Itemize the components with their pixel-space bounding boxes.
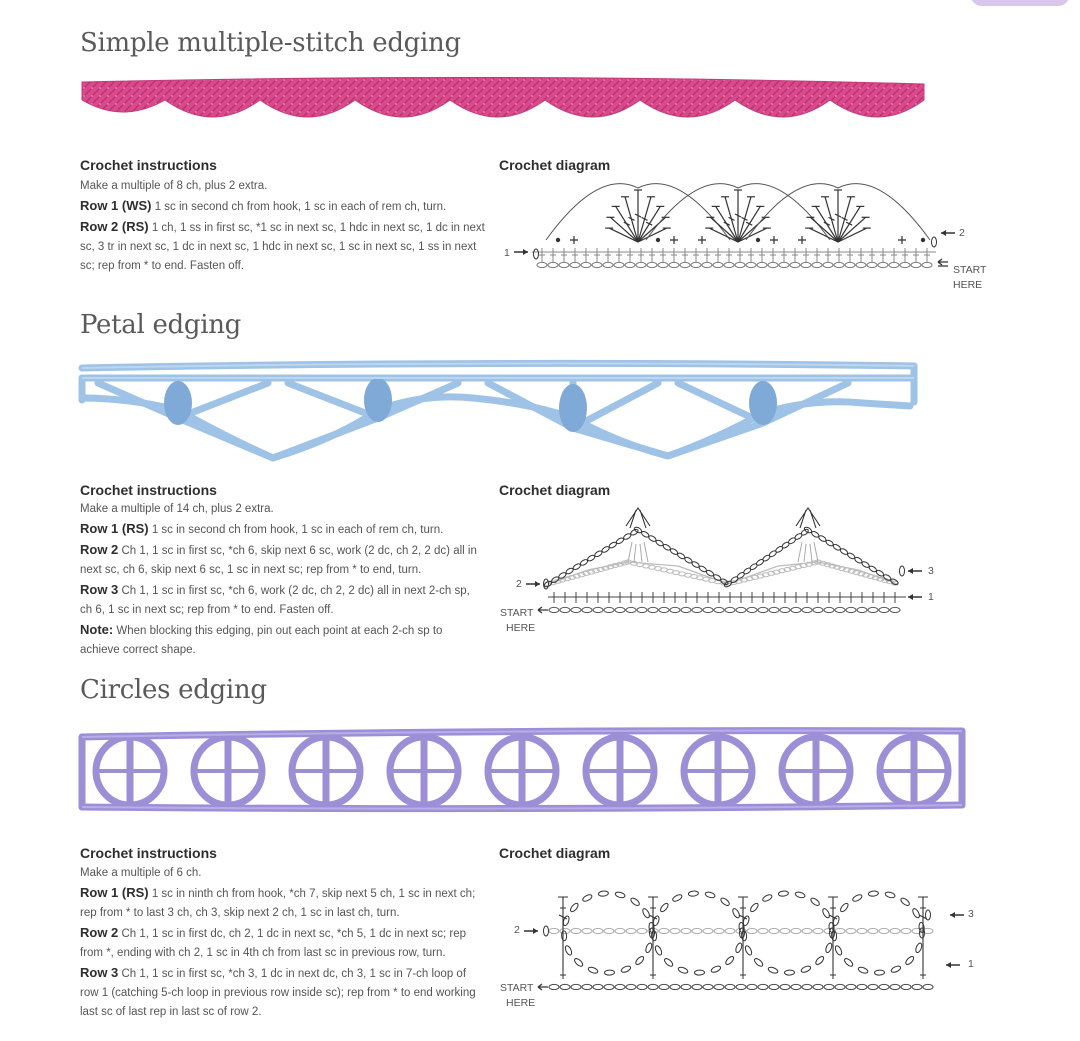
crochet-diagram [498, 178, 998, 296]
row-line [80, 540, 485, 580]
row-text: 1 sc in ninth ch from hook, *ch 7, skip next 5 ch, 1 sc in next ch; rep from * to last 3 ch, ch 3, skip next 2 ch, 1 sc in last ch, turn. [80, 888, 476, 919]
start-here-icon [538, 984, 548, 990]
row-label: Row 1 (RS) [80, 885, 149, 900]
start-label: START [500, 982, 534, 994]
row-line [80, 196, 485, 217]
section-circles-edging [0, 665, 1080, 1041]
start-label: START [953, 264, 987, 276]
start-label: HERE [953, 279, 983, 291]
instructions-text [80, 864, 485, 1022]
diagram-heading: Crochet diagram [499, 157, 611, 173]
row-number-right: 1 [968, 958, 974, 970]
row-label: Row 2 (RS) [80, 219, 149, 234]
intro-line: Make a multiple of 6 ch. [80, 867, 202, 879]
start-label: START [500, 607, 534, 619]
row-text: Ch 1, 1 sc in first sc, *ch 3, 1 dc in next dc, ch 3, 1 sc in 7-ch loop of row 1 (catching 5-ch loop in previous row inside sc); rep from * to end working last sc of last rep in last sc of row 2. [80, 968, 476, 1018]
arrow-right-icon [523, 249, 528, 255]
row-number-right: 3 [968, 908, 974, 920]
chain-stitch-icon [537, 262, 932, 267]
section-title: Petal edging [80, 310, 242, 340]
row-line [80, 580, 485, 620]
row-line [80, 963, 485, 1022]
row-number-right: 2 [959, 227, 965, 239]
row-line [80, 883, 485, 923]
arrow-right-icon [533, 928, 538, 934]
instructions-heading: Crochet instructions [80, 157, 217, 173]
row-label: Row 3 [80, 582, 119, 597]
crochet-diagram [498, 875, 998, 1010]
arrow-left-icon [946, 962, 951, 968]
start-label: HERE [506, 997, 536, 1009]
row-label: Note: [80, 622, 114, 637]
row-text: Ch 1, 1 sc in first dc, ch 2, 1 dc in next sc, *ch 5, 1 dc in next sc; rep from *, ending with ch 2, 1 sc in 4th ch from last sc in previous row, turn. [80, 928, 467, 959]
arrow-left-icon [950, 912, 955, 918]
row-number-left: 2 [514, 924, 520, 936]
section-title: Circles edging [80, 675, 267, 705]
row-number-right: 3 [928, 565, 934, 577]
crochet-diagram [498, 500, 998, 640]
start-label: HERE [506, 622, 536, 634]
row-text: Ch 1, 1 sc in first sc, *ch 6, skip next 6 sc, work (2 dc, ch 2, 2 dc) all in next sc, ch 6, skip next 6 sc, 1 sc in next sc; rep from * to end, turn. [80, 545, 477, 576]
row-text: 1 ch, 1 ss in first sc, *1 sc in next sc, 1 hdc in next sc, 1 dc in next sc, 3 tr in next sc, 1 dc in next sc, 1 hdc in next sc, 1 sc in next sc, 1 ss in next sc; rep from * to end. Fasten off. [80, 222, 485, 272]
row-number-left: 1 [504, 247, 510, 259]
row-label: Row 2 [80, 542, 119, 557]
row-label: Row 1 (WS) [80, 198, 152, 213]
section-title: Simple multiple-stitch edging [80, 28, 461, 58]
row-line [80, 217, 485, 276]
arrow-right-icon [535, 581, 540, 587]
intro-line: Make a multiple of 8 ch, plus 2 extra. [80, 180, 268, 192]
row-text: Ch 1, 1 sc in first sc, *ch 6, work (2 dc, ch 2, 2 dc) all in next 2-ch sp, ch 6, 1 sc in next sc; rep from * to end. Fasten off. [80, 585, 470, 616]
section-petal-edging [0, 300, 1080, 665]
instructions-heading: Crochet instructions [80, 845, 217, 861]
swatch-photo [78, 727, 966, 815]
row-line [80, 620, 485, 660]
row-line [80, 519, 485, 540]
instructions-text [80, 177, 485, 276]
row-label: Row 1 (RS) [80, 521, 149, 536]
instructions-text [80, 500, 485, 660]
swatch-photo [78, 358, 918, 462]
row-label: Row 2 [80, 925, 119, 940]
start-here-icon [538, 607, 548, 613]
row-text: 1 sc in second ch from hook, 1 sc in each of rem ch, turn. [151, 201, 447, 213]
arrow-left-icon [941, 230, 946, 236]
arrow-left-icon [908, 568, 913, 574]
row-text: 1 sc in second ch from hook, 1 sc in each of rem ch, turn. [148, 524, 444, 536]
instructions-heading: Crochet instructions [80, 482, 217, 498]
row-number-right: 1 [928, 591, 934, 603]
row-number-left: 2 [516, 578, 522, 590]
section-simple-edging [0, 0, 1080, 300]
row-line [80, 923, 485, 963]
row-text: When blocking this edging, pin out each point at each 2-ch sp to achieve correct shape. [80, 625, 443, 656]
row-label: Row 3 [80, 965, 119, 980]
swatch-photo [78, 74, 928, 138]
start-here-icon [938, 259, 948, 266]
diagram-heading: Crochet diagram [499, 482, 611, 498]
arrow-left-icon [908, 594, 913, 600]
diagram-heading: Crochet diagram [499, 845, 611, 861]
intro-line: Make a multiple of 14 ch, plus 2 extra. [80, 503, 274, 515]
